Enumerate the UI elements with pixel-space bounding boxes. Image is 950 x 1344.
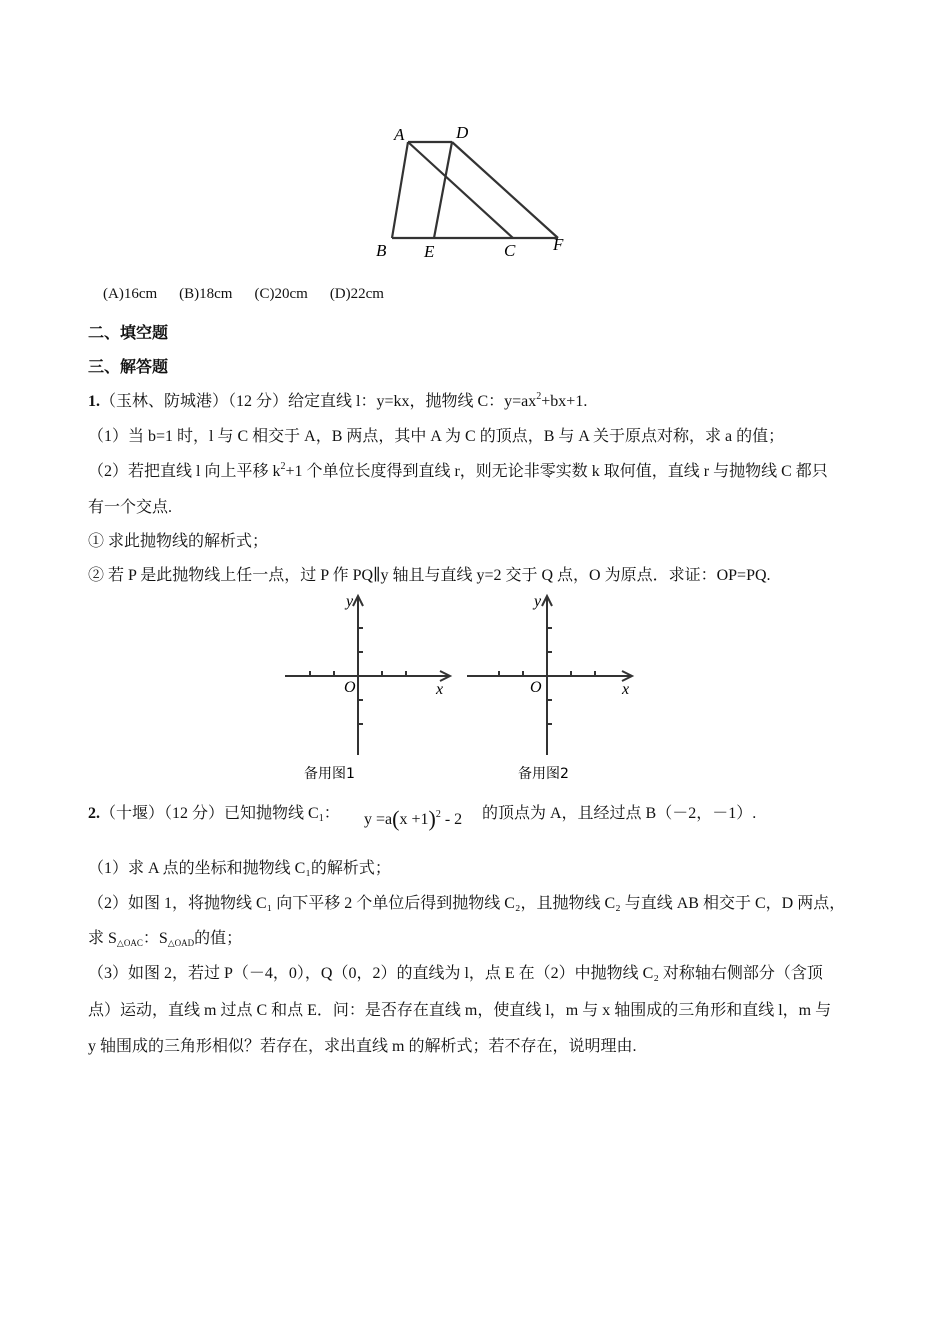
q2-heading bbox=[88, 800, 340, 824]
q2-sub: 1 bbox=[318, 813, 324, 824]
q2-part3-line1: （3）如图 2，若过 P（－4，0），Q（0，2）的直线为 l，点 E 在（2）中抛物线 C₂ 对称轴右侧部分（含顶 bbox=[88, 965, 823, 982]
label-C: C bbox=[504, 241, 516, 260]
axes2-caption: 备用图2 bbox=[518, 766, 569, 782]
axes1-y-label: y bbox=[346, 593, 354, 610]
q2-part2-end: 的值； bbox=[194, 930, 243, 947]
q2-part2-line2 bbox=[88, 925, 242, 949]
q1-sub2: ② 若 P 是此抛物线上任一点，过 P 作 PQ∥y 轴且与直线 y=2 交于 Q 点，O 为原点．求证：OP=PQ. bbox=[88, 567, 771, 584]
q2-part2-text: 求 S bbox=[88, 930, 117, 947]
q1-part2-cont: 有一个交点. bbox=[88, 499, 173, 516]
q2-formula: $y =a(x +1)^2 - 2$ bbox=[364, 806, 463, 831]
q1-text: （玉林、防城港）（12 分）给定直线 l：y=kx，抛物线 C：y=ax bbox=[100, 393, 537, 410]
q2-part3-line3: y 轴围成的三角形相似？若存在，求出直线 m 的解析式；若不存在，说明理由. bbox=[88, 1038, 637, 1055]
option-c: (C)20cm bbox=[254, 286, 308, 302]
axes1-origin: O bbox=[344, 679, 356, 696]
axes-figure-2 bbox=[462, 590, 642, 785]
q1-number: 1. bbox=[88, 393, 100, 410]
q1-text-end: +bx+1. bbox=[541, 393, 588, 410]
section-fill-blank: 二、填空题 bbox=[88, 325, 169, 342]
q2-colon: ： bbox=[323, 805, 340, 822]
axes2-origin: O bbox=[530, 679, 542, 696]
q2-part2-sub1: △OAC bbox=[116, 938, 143, 948]
q1-heading bbox=[88, 388, 587, 411]
q1-part1: （1）当 b=1 时，l 与 C 相交于 A，B 两点，其中 A 为 C 的顶点，B 与 A 关于原点对称，求 a 的值； bbox=[88, 428, 785, 445]
formula-part-b: x +1 bbox=[399, 811, 429, 828]
axes-figure-1 bbox=[280, 590, 460, 785]
formula-part-a: y =a bbox=[364, 811, 393, 828]
q2-number: 2. bbox=[88, 805, 100, 822]
option-a: (A)16cm bbox=[103, 286, 158, 302]
answer-options bbox=[103, 286, 384, 303]
q1-part2 bbox=[88, 458, 828, 481]
option-b: (B)18cm bbox=[179, 286, 233, 302]
axes1-caption: 备用图1 bbox=[304, 766, 355, 782]
q1-sub1: ① 求此抛物线的解析式； bbox=[88, 533, 269, 550]
axes2-y-label: y bbox=[534, 593, 542, 610]
axes1-x-label: x bbox=[436, 681, 444, 698]
q2-part2-line1: （2）如图 1，将抛物线 C₁ 向下平移 2 个单位后得到抛物线 C₂，且抛物线 C₂ 与直线 AB 相交于 C，D 两点， bbox=[88, 895, 846, 912]
option-d: (D)22cm bbox=[329, 286, 384, 302]
label-D: D bbox=[456, 123, 469, 142]
q2-part3-line2: 点）运动，直线 m 过点 C 和点 E．问：是否存在直线 m，使直线 l，m 与 x 轴围成的三角形和直线 l，m 与 bbox=[88, 1002, 832, 1019]
q1-part2-text-end: +1 个单位长度得到直线 r，则无论非零实数 k 取何值，直线 r 与抛物线 C 都只 bbox=[285, 463, 828, 480]
formula-part-c: - 2 bbox=[444, 811, 463, 828]
q1-part2-text: （2）若把直线 l 向上平移 k bbox=[88, 463, 281, 480]
trapezoid-figure bbox=[370, 118, 580, 268]
q2-part2-mid: ：S bbox=[142, 930, 168, 947]
label-A: A bbox=[394, 125, 405, 144]
q1-sup: 2 bbox=[536, 391, 542, 402]
q2-heading-end: 的顶点为 A，且经过点 B（－2，－1）. bbox=[482, 805, 757, 822]
label-F: F bbox=[553, 235, 564, 254]
q2-part2-sub2: △OAD bbox=[167, 938, 195, 948]
axes2-x-label: x bbox=[622, 681, 630, 698]
section-answer: 三、解答题 bbox=[88, 359, 169, 376]
formula-sup: 2 bbox=[435, 809, 441, 820]
q2-text: （十堰）（12 分）已知抛物线 C bbox=[100, 805, 319, 822]
label-B: B bbox=[376, 241, 387, 260]
q2-part1: （1）求 A 点的坐标和抛物线 C₁的解析式； bbox=[88, 860, 391, 877]
q1-part2-sup: 2 bbox=[280, 461, 286, 472]
label-E: E bbox=[424, 242, 435, 261]
